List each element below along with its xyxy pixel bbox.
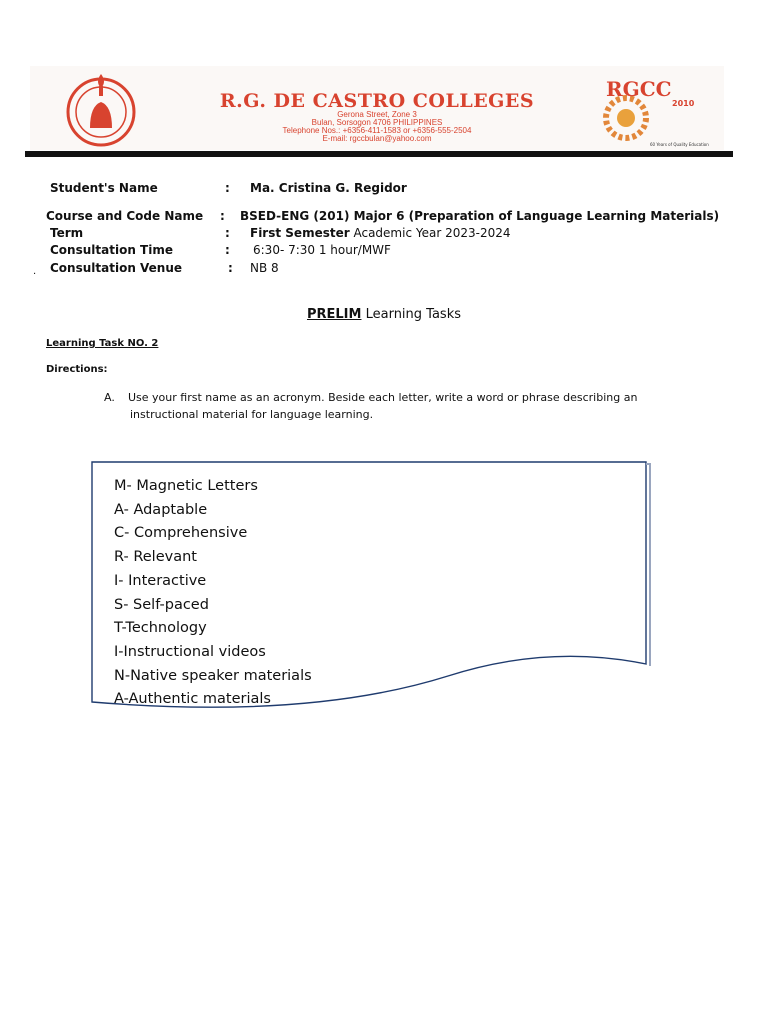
address-line: Gerona Street, Zone 3 — [337, 110, 417, 119]
directions-label: Directions: — [46, 364, 108, 375]
anniversary-logo-icon — [590, 74, 710, 150]
student-name-label: Student's Name — [50, 181, 158, 195]
acronym-item: I-Instructional videos — [114, 643, 266, 660]
term-label: Term — [50, 226, 84, 240]
consultation-venue-colon: : — [228, 261, 233, 275]
acronym-item: R- Relevant — [114, 549, 197, 566]
acronym-item: A-Authentic materials — [114, 691, 271, 708]
title-rest: Learning Tasks — [361, 307, 461, 322]
acronym-item: C- Comprehensive — [114, 525, 248, 542]
logo-year: 2010 — [672, 99, 695, 108]
page-title — [0, 307, 768, 322]
consultation-time-value: 6:30- 7:30 1 hour/MWF — [253, 243, 391, 257]
consultation-venue-value: NB 8 — [250, 261, 279, 275]
learning-task-label: Learning Task NO. 2 — [46, 338, 159, 349]
direction-item-line1: Use your first name as an acronym. Beside each letter, write a word or phrase describing an — [128, 391, 638, 404]
header-divider — [25, 151, 733, 157]
logo-text: RGCC — [606, 77, 672, 101]
course-colon: : — [220, 209, 225, 223]
telephone-line: Telephone Nos.: +6356-411-1583 or +6356-555-2504 — [282, 126, 472, 135]
letterhead — [30, 66, 724, 150]
college-name: R.G. DE CASTRO COLLEGES — [219, 90, 535, 112]
acronym-list — [114, 475, 312, 712]
course-label: Course and Code Name — [46, 209, 204, 223]
email-line: E-mail: rgccbulan@yahoo.com — [322, 134, 432, 143]
student-name-value: Ma. Cristina G. Regidor — [250, 181, 407, 195]
term-colon: : — [225, 226, 230, 240]
acronym-item: I- Interactive — [114, 572, 207, 589]
address-line: Bulan, Sorsogon 4706 PHILIPPINES — [311, 118, 443, 127]
acronym-item: A- Adaptable — [114, 501, 208, 518]
term-value — [250, 226, 511, 240]
title-prelim: PRELIM — [306, 307, 362, 322]
acronym-item: S- Self-paced — [114, 596, 209, 613]
consultation-time-colon: : — [225, 243, 230, 257]
acronym-item: M- Magnetic Letters — [114, 478, 258, 494]
term-semester: First Semester — [250, 226, 350, 240]
acronym-item: N-Native speaker materials — [114, 667, 312, 684]
course-value: BSED-ENG (201) Major 6 (Preparation of Language Learning Materials) — [240, 209, 720, 223]
direction-item-letter: A. — [104, 391, 115, 404]
consultation-time-label: Consultation Time — [50, 243, 173, 257]
logo-tagline: 60 Years of Quality Education — [650, 142, 709, 147]
stray-mark: . — [33, 266, 37, 277]
consultation-venue-label: Consultation Venue — [50, 261, 183, 275]
direction-item — [104, 389, 724, 423]
term-academic-year: Academic Year 2023-2024 — [353, 226, 511, 240]
student-name-colon: : — [225, 181, 230, 195]
acronym-item: T-Technology — [114, 620, 207, 637]
direction-item-line2: instructional material for language learning. — [130, 408, 374, 421]
